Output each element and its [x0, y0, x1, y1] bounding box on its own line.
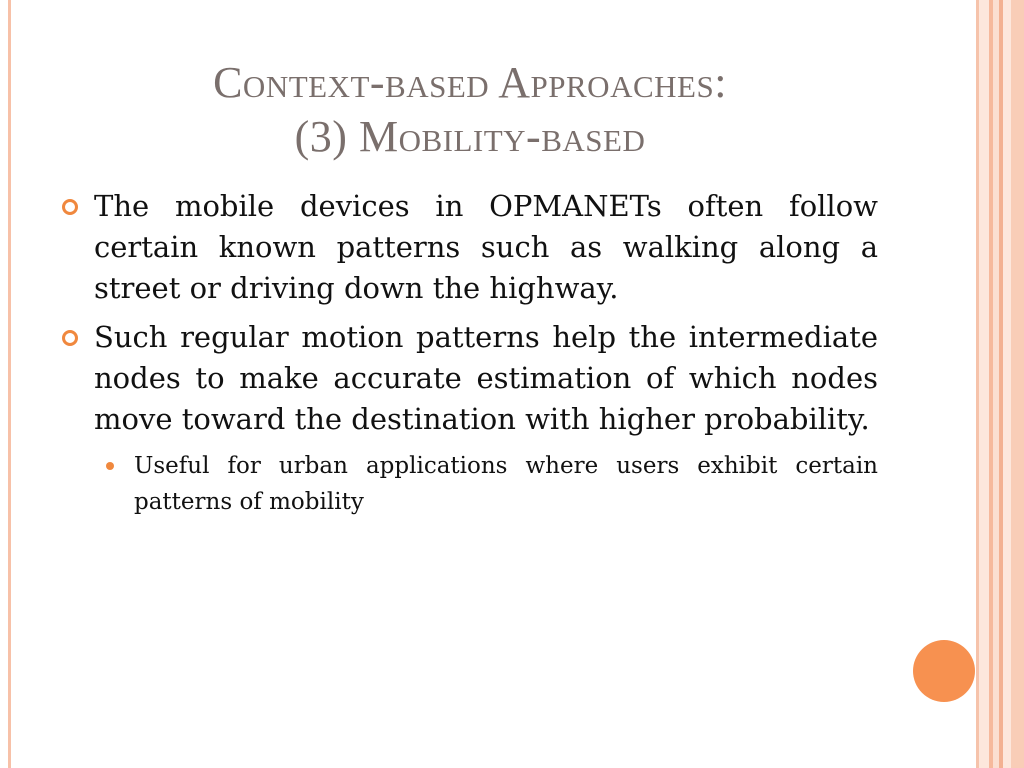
orange-dot-icon: [106, 462, 114, 470]
right-stripes-decoration: [976, 0, 1024, 768]
orange-ring-icon: [62, 199, 78, 215]
left-border-decoration: [8, 0, 11, 768]
sub-bullet-item: [94, 448, 878, 520]
orange-circle-icon: [913, 640, 975, 702]
bullet-text: The mobile devices in OPMANETs often follow certain known patterns such as walking along a street or driving down the highway.: [94, 189, 878, 305]
bullet-list: [62, 186, 878, 520]
bullet-text: Such regular motion patterns help the intermediate nodes to make accurate estimation of which nodes move toward the destination with higher probability.: [94, 320, 878, 436]
orange-ring-icon: [62, 330, 78, 346]
slide-title: [140, 56, 800, 164]
bullet-item: [62, 317, 878, 440]
bullet-item: [62, 186, 878, 309]
title-line-2: (3) Mobility-based: [294, 112, 646, 161]
sub-bullet-text: Useful for urban applications where users exhibit certain patterns of mobility: [134, 453, 878, 515]
title-line-1: Context-based Approaches:: [213, 58, 727, 107]
